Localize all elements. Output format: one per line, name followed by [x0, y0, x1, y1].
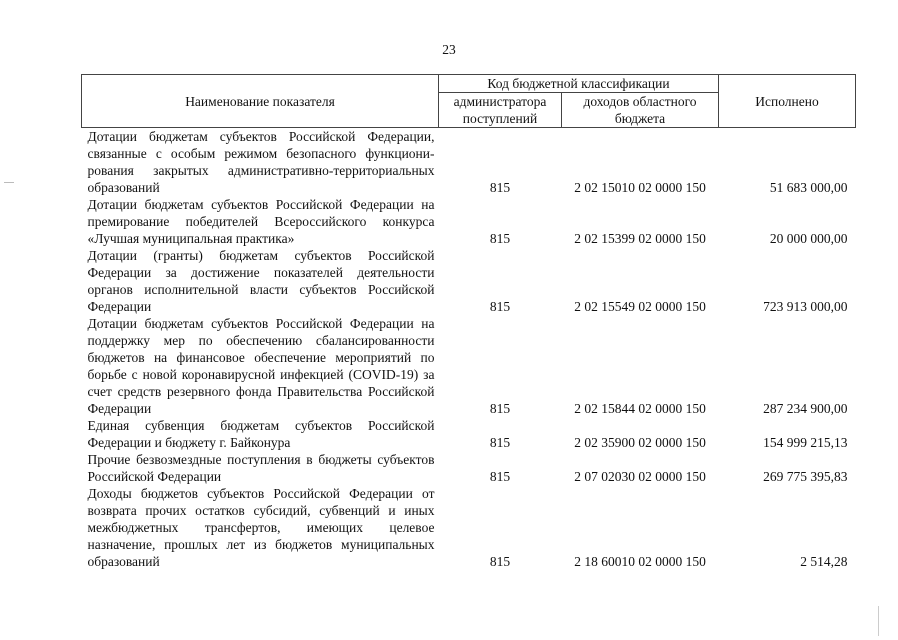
- row-name: Дотации бюджетам субъектов Российской Федерации на премирование победителей Всероссийского конкурса «Лучшая муниципальная практика»: [87, 197, 435, 246]
- row-admin-code: 815: [489, 231, 511, 246]
- row-executed: 20 000 000,00: [769, 231, 848, 246]
- row-admin-code: 815: [489, 180, 511, 195]
- header-admin: администратора поступлений: [439, 93, 562, 128]
- row-executed: 2 514,28: [800, 554, 848, 569]
- row-executed: 51 683 000,00: [769, 180, 848, 195]
- row-admin-code: 815: [489, 299, 511, 314]
- header-code-group: Код бюджетной классификации: [439, 75, 719, 93]
- row-executed: 269 775 395,83: [763, 469, 848, 484]
- row-executed: 154 999 215,13: [763, 435, 848, 450]
- table-row: [82, 485, 856, 570]
- row-executed: 287 234 900,00: [763, 401, 848, 416]
- row-income-code: 2 02 35900 02 0000 150: [574, 435, 706, 450]
- table-header: [82, 75, 856, 128]
- table-row: [82, 451, 856, 485]
- scan-edge-mark: [878, 606, 879, 636]
- row-income-code: 2 02 15399 02 0000 150: [574, 231, 706, 246]
- row-executed: 723 913 000,00: [763, 299, 848, 314]
- row-name: Дотации бюджетам субъектов Российской Федерации, связанные с особым режимом безопасного функционирования закрытых административно-территориальных образований: [87, 129, 435, 195]
- row-name: Дотации бюджетам субъектов Российской Федерации на поддержку мер по обеспечению сбалансированности бюджетов на финансовое обеспечение мероприятий по борьбе с новой коронавирусной инфекцией (COVID-19) за счет средств резервного фонда Правительства Российской Федерации: [87, 316, 435, 416]
- row-income-code: 2 18 60010 02 0000 150: [574, 554, 706, 569]
- row-name: Дотации (гранты) бюджетам субъектов Российской Федерации за достижение показателей деятельности органов исполнительной власти субъектов Российской Федерации: [87, 248, 435, 314]
- table-row: [82, 196, 856, 247]
- header-executed: Исполнено: [719, 75, 856, 128]
- row-income-code: 2 02 15844 02 0000 150: [574, 401, 706, 416]
- header-income: доходов областного бюджета: [562, 93, 719, 128]
- row-admin-code: 815: [489, 554, 511, 569]
- row-admin-code: 815: [489, 401, 511, 416]
- row-income-code: 2 02 15549 02 0000 150: [574, 299, 706, 314]
- table-row: [82, 128, 856, 197]
- row-name: Единая субвенция бюджетам субъектов Российской Федерации и бюджету г. Байконура: [87, 418, 435, 450]
- header-name: Наименование показателя: [82, 75, 439, 128]
- row-name: Доходы бюджетов субъектов Российской Федерации от возврата прочих остатков субсидий, субвенций и иных межбюджетных трансфертов, имеющих целевое назначение, прошлых лет из бюджетов муниципальных образований: [87, 486, 435, 569]
- table-row: [82, 417, 856, 451]
- margin-mark: [4, 182, 14, 183]
- row-income-code: 2 02 15010 02 0000 150: [574, 180, 706, 195]
- row-income-code: 2 07 02030 02 0000 150: [574, 469, 706, 484]
- budget-table: [81, 74, 856, 570]
- table-row: [82, 315, 856, 417]
- page-number: 23: [442, 42, 456, 57]
- table-row: [82, 247, 856, 315]
- row-admin-code: 815: [489, 435, 511, 450]
- row-name: Прочие безвозмездные поступления в бюджеты субъектов Российской Федерации: [87, 452, 435, 484]
- row-admin-code: 815: [489, 469, 511, 484]
